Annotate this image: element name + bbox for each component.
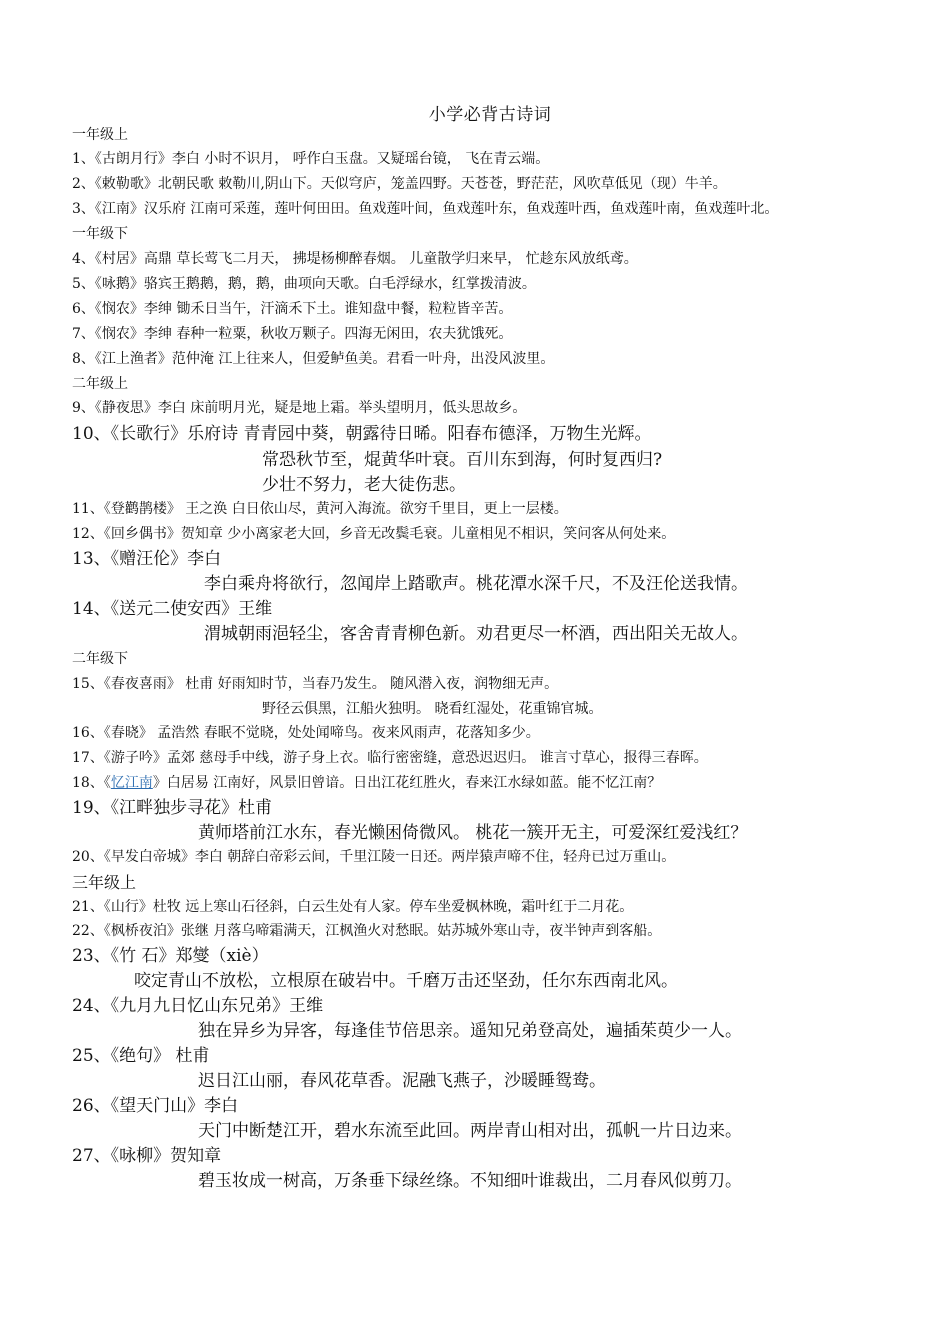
poem-title-link[interactable]: 忆江南 bbox=[110, 775, 153, 791]
poem-heading: 13、《赠汪伦》李白 bbox=[72, 549, 222, 569]
poem-body: 天门中断楚江开，碧水东流至此回。两岸青山相对出，孤帆一片日边来。 bbox=[198, 1121, 742, 1141]
poem-line: 10、《长歌行》乐府诗 青青园中葵，朝露待日晞。阳春布德泽，万物生光辉。 bbox=[72, 424, 652, 444]
poem-body: 渭城朝雨浥轻尘，客舍青青柳色新。劝君更尽一杯酒，西出阳关无故人。 bbox=[204, 624, 748, 644]
poem-line: 5、《咏鹅》骆宾王鹅鹅，鹅，鹅，曲项向天歌。白毛浮绿水，红掌拨清波。 bbox=[72, 276, 536, 292]
poem-heading: 24、《九月九日忆山东兄弟》王维 bbox=[72, 996, 324, 1016]
poem-body: 碧玉妆成一树高，万条垂下绿丝绦。不知细叶谁裁出，二月春风似剪刀。 bbox=[198, 1171, 742, 1191]
poem-line: 12、《回乡偶书》贺知章 少小离家老大回，乡音无改鬓毛衰。儿童相见不相识，笑问客从何处来。 bbox=[72, 526, 676, 542]
poem-continuation: 野径云俱黑，江船火独明。 晓看红湿处，花重锦官城。 bbox=[262, 701, 603, 717]
poem-continuation: 常恐秋节至，焜黄华叶衰。百川东到海，何时复西归? bbox=[262, 450, 663, 470]
poem-heading: 19、《江畔独步寻花》杜甫 bbox=[72, 798, 273, 818]
poem-line: 6、《悯农》李绅 锄禾日当午，汗滴禾下土。谁知盘中餐，粒粒皆辛苦。 bbox=[72, 301, 513, 317]
poem-line: 20、《早发白帝城》李白 朝辞白帝彩云间，千里江陵一日还。两岸猿声啼不住，轻舟已过万重山。 bbox=[72, 849, 676, 865]
poem-body: 咬定青山不放松，立根原在破岩中。千磨万击还坚劲，任尔东西南北风。 bbox=[134, 971, 678, 991]
grade-heading: 三年级上 bbox=[72, 873, 137, 892]
poem-line: 1、《古朗月行》李白 小时不识月， 呼作白玉盘。又疑瑶台镜， 飞在青云端。 bbox=[72, 151, 550, 167]
poem-line: 9、《静夜思》李白 床前明月光，疑是地上霜。举头望明月，低头思故乡。 bbox=[72, 400, 527, 416]
grade-heading: 二年级上 bbox=[72, 376, 128, 392]
poem-line: 4、《村居》高鼎 草长莺飞二月天， 拂堤杨柳醉春烟。 儿童散学归来早， 忙趁东风放纸鸢。 bbox=[72, 251, 638, 267]
grade-heading: 二年级下 bbox=[72, 651, 128, 667]
document-title: 小学必背古诗词 bbox=[428, 105, 552, 125]
poem-suffix: 》白居易 江南好，风景旧曾谙。日出江花红胜火，春来江水绿如蓝。能不忆江南？ bbox=[152, 775, 662, 791]
poem-heading: 27、《咏柳》贺知章 bbox=[72, 1146, 222, 1166]
poem-line bbox=[72, 774, 661, 792]
poem-line: 8、《江上渔者》范仲淹 江上往来人，但爱鲈鱼美。君看一叶舟，出没风波里。 bbox=[72, 351, 555, 367]
poem-line: 17、《游子吟》孟郊 慈母手中线，游子身上衣。临行密密缝，意恐迟迟归。 谁言寸草心，报得三春晖。 bbox=[72, 750, 708, 766]
grade-heading: 一年级上 bbox=[72, 127, 128, 143]
grade-heading: 一年级下 bbox=[72, 226, 128, 242]
poem-line: 21、《山行》杜牧 远上寒山石径斜，白云生处有人家。停车坐爱枫林晚，霜叶红于二月花。 bbox=[72, 899, 634, 915]
poem-line: 11、《登鹳鹊楼》 王之涣 白日依山尽，黄河入海流。欲穷千里目，更上一层楼。 bbox=[72, 501, 568, 517]
poem-body: 独在异乡为异客，每逢佳节倍思亲。遥知兄弟登高处，遍插茱萸少一人。 bbox=[198, 1021, 742, 1041]
poem-line: 2、《敕勒歌》北朝民歌 敕勒川,阴山下。天似穹庐，笼盖四野。天苍苍，野茫茫，风吹草低见（现）牛羊。 bbox=[72, 176, 727, 192]
poem-heading: 23、《竹 石》郑燮（xiè） bbox=[72, 946, 269, 966]
poem-body: 迟日江山丽，春风花草香。泥融飞燕子，沙暖睡鸳鸯。 bbox=[198, 1071, 606, 1091]
poem-line: 7、《悯农》李绅 春种一粒粟，秋收万颗子。四海无闲田，农夫犹饿死。 bbox=[72, 326, 513, 342]
poem-heading: 25、《绝句》 杜甫 bbox=[72, 1046, 210, 1066]
poem-line: 16、《春晓》 孟浩然 春眠不觉晓，处处闻啼鸟。夜来风雨声，花落知多少。 bbox=[72, 725, 540, 741]
poem-heading: 14、《送元二使安西》王维 bbox=[72, 599, 273, 619]
poem-body: 黄师塔前江水东，春光懒困倚微风。 桃花一簇开无主，可爱深红爱浅红？ bbox=[198, 823, 748, 843]
poem-line: 15、《春夜喜雨》 杜甫 好雨知时节，当春乃发生。 随风潜入夜，润物细无声。 bbox=[72, 676, 559, 692]
poem-continuation: 少壮不努力，老大徒伤悲。 bbox=[262, 475, 466, 495]
poem-line: 3、《江南》汉乐府 江南可采莲，莲叶何田田。鱼戏莲叶间，鱼戏莲叶东，鱼戏莲叶西，鱼戏莲叶南，鱼戏莲叶北。 bbox=[72, 201, 779, 217]
poem-body: 李白乘舟将欲行，忽闻岸上踏歌声。桃花潭水深千尺，不及汪伦送我情。 bbox=[204, 574, 748, 594]
poem-line: 22、《枫桥夜泊》张继 月落乌啼霜满天，江枫渔火对愁眠。姑苏城外寒山寺，夜半钟声到客船。 bbox=[72, 923, 662, 939]
poem-prefix: 18、《 bbox=[72, 775, 111, 791]
poem-heading: 26、《望天门山》李白 bbox=[72, 1096, 239, 1116]
